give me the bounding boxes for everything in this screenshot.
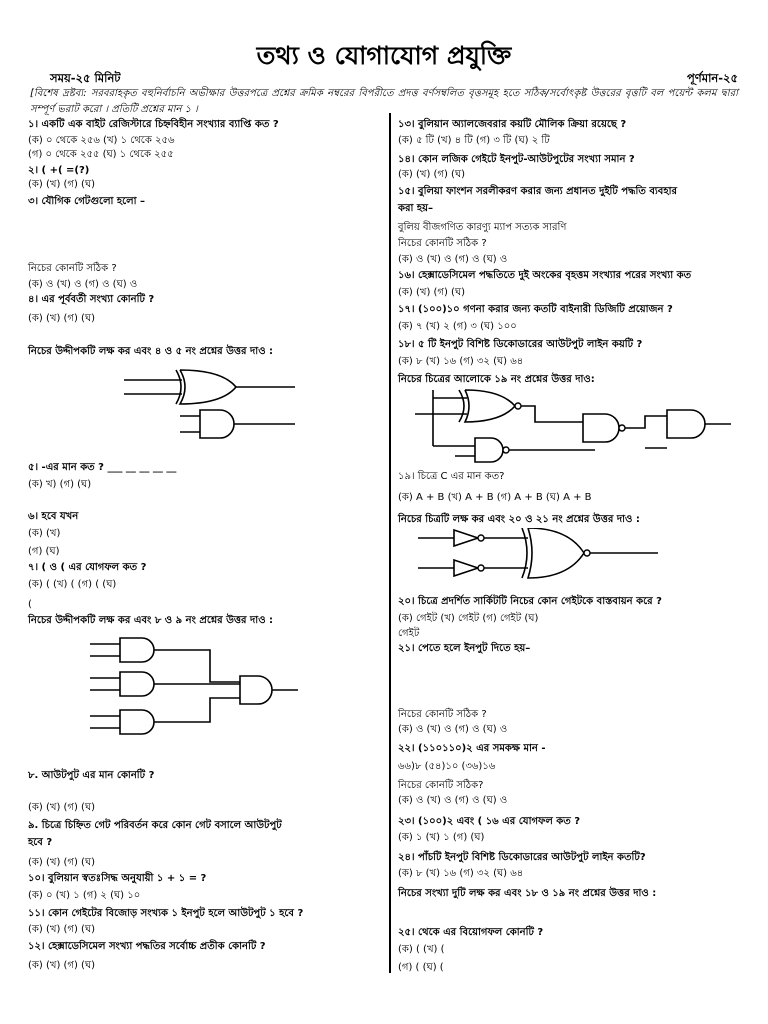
question-line: (ক) (খ) (গ) (ঘ) — [28, 313, 96, 324]
question-line: ১৪। কোন লজিক গেইটে ইনপুট-আউটপুটের সংখ্যা সমান ? — [398, 154, 635, 165]
question-line: ১৮। ৫ টি ইনপুট বিশিষ্ট ডিকোডারের আউটপুট লাইন কয়টি ? — [398, 339, 643, 350]
question-line: (ক) (খ) (গ) (ঘ) — [28, 802, 96, 813]
question-line: নিচের কোনটি সঠিক ? — [398, 238, 487, 249]
question-line: ( — [28, 599, 32, 610]
question-line: (ক) গেইট (খ) গেইট (গ) গেইট (ঘ) — [398, 613, 539, 624]
question-line: নিচের সংখ্যা দুটি লক্ষ কর এবং ১৮ ও ১৯ নং প্রশ্নের উত্তর দাও : — [398, 888, 657, 899]
question-line: (ক) (খ) (গ) (ঘ) — [28, 924, 96, 935]
question-line: বুলিয় বীজগণিত কারণ্যু ম্যাপ সত্যক সারণি — [398, 222, 567, 233]
question-line: (গ) ( (ঘ) ( — [398, 962, 444, 973]
column-divider — [389, 113, 391, 973]
question-line: ৮. আউটপুট এর মান কোনটি ? — [28, 770, 155, 781]
question-line: ২১। পেতে হলে ইনপুট দিতে হয়– — [398, 643, 531, 654]
question-line: ২। ( +( =(?) — [28, 165, 90, 176]
question-line: (গ) (ঘ) — [28, 546, 60, 557]
time-label: সময়-২৫ মিনিট — [50, 71, 121, 85]
question-line: ১৬। হেক্সাডেসিমেল পদ্ধতিতে দুই অংকের বৃহত্তম সংখ্যার পরের সংখ্যা কত — [398, 270, 692, 281]
question-line: নিচের উদ্দীপকটি লক্ষ কর এবং ৪ ও ৫ নং প্রশ্নের উত্তর দাও : — [28, 346, 274, 357]
question-line: নিচের কোনটি সঠিক ? — [398, 709, 487, 720]
question-line: (ক) ও (খ) ও (গ) ও (ঘ) ও — [28, 279, 138, 290]
question-line: ২৫। থেকে এর বিয়োগফল কোনটি ? — [398, 927, 544, 938]
question-line: ১৭। (১০০)১০ গণনা করার জন্য কতটি বাইনারী ডিজিটি প্রয়োজন ? — [398, 304, 673, 315]
question-line: (ক) ১ (খ) ১ (গ) (ঘ) — [398, 832, 485, 843]
instructions: [বিশেষ দ্রষ্টব্য: সরবরাহকৃত বহুনির্বাচনি অভীক্ষার উত্তরপত্রে প্রশ্নের ক্রমিক নম্বরের বিপরীতে প্রদত্ত বর্ণসম্বলিত বৃত্তসমূহ হতে সঠিক/সর্বোৎকৃষ্ট উত্তরের বৃত্তটি বল পয়েন্ট কলম দ্বারা সম্পূর্ণ ভরাট করো । প্রতিটি প্রশ্নের মান ১ । — [30, 88, 738, 115]
circuit-diagram-q20-21 — [418, 528, 663, 582]
question-line: (ক) ও (খ) ও (গ) ও (ঘ) ও — [398, 254, 508, 265]
and-gate-icon — [240, 676, 272, 704]
question-line: ১৫। বুলিয়া ফাংশন সরলীকরণ করার জন্য প্রধানত দুইটি পদ্ধতি ব্যবহার — [398, 186, 678, 197]
question-line: ৬৬)৮ (৫৪)১০ (৩৬)১৬ — [398, 761, 496, 772]
question-line: ১১। কোন গেইটের বিজোড় সংখ্যক ১ ইনপুট হলে আউটপুট ১ হবে ? — [28, 908, 304, 919]
question-line: ১। একটি এক বাইট রেজিস্টারে চিহ্নবিহীন সংখ্যার ব্যাপ্তি কত ? — [28, 119, 279, 130]
circuit-diagram-q19 — [405, 386, 735, 466]
circuit-diagram-q8-9 — [90, 632, 300, 742]
question-line: (ক) (খ) (গ) (ঘ) — [28, 857, 96, 868]
question-line: নিচের উদ্দীপকটি লক্ষ কর এবং ৮ ও ৯ নং প্রশ্নের উত্তর দাও : — [28, 615, 274, 626]
question-line: নিচের কোনটি সঠিক ? — [28, 263, 117, 274]
question-line: (ক) ৭ (খ) ২ (গ) ৩ (ঘ) ১০০ — [398, 321, 517, 332]
question-line: (গ) ০ থেকে ২৫৫ (ঘ) ১ থেকে ২৫৫ — [28, 149, 174, 160]
question-line: ১২। হেক্সাডেসিমেল সংখ্যা পদ্ধতির সর্বোচ্চ প্রতীক কোনটি ? — [28, 941, 266, 952]
question-line: (ক) (খ) (গ) (ঘ) — [28, 960, 96, 971]
question-line: (ক) (খ) — [28, 528, 61, 539]
question-line: ২৪। পাঁচটি ইনপুট বিশিষ্ট ডিকোডারের আউটপুট লাইন কতটি? — [398, 852, 646, 863]
question-line: গেইট — [398, 628, 420, 639]
page-title: তথ্য ও যোগাযোগ প্রযুক্তি — [256, 41, 512, 70]
question-line: (ক) ৮ (খ) ১৬ (গ) ৩২ (ঘ) ৬৪ — [398, 356, 524, 367]
question-line: (ক) ও (খ) ও (গ) ও (ঘ) ও — [398, 795, 508, 806]
question-line: নিচের চিত্রটি লক্ষ কর এবং ২০ ও ২১ নং প্রশ্নের উত্তর দাও : — [398, 514, 640, 525]
question-line: ১৯। চিত্রে C এর মান কত? — [398, 471, 505, 482]
question-line: ৩। যৌগিক গেটগুলো হলো – — [28, 196, 146, 207]
question-line: হবে ? — [28, 837, 53, 848]
question-line: ৫। -এর মান কত ? ___ __ __ __ __ — [28, 462, 177, 473]
question-line: (ক) ৫ টি (খ) ৪ টি (গ) ৩ টি (ঘ) ২ টি — [398, 135, 550, 146]
xor-gate-icon — [176, 370, 236, 404]
question-line: ২৩। (১০০)২ এবং ( ১৬ এর যোগফল কত ? — [398, 816, 581, 827]
question-line: ৭। ( ও ( এর যোগফল কত ? — [28, 562, 147, 573]
circuit-diagram-q4-5 — [120, 362, 310, 452]
question-line: (ক) ০ থেকে ২৫৬ (খ) ১ থেকে ২৫৬ — [28, 135, 175, 146]
marks-label: পূর্ণমান-২৫ — [686, 71, 738, 85]
question-line: ৬। হবে যখন — [28, 511, 79, 522]
question-line: (ক) ৮ (খ) ১৬ (গ) ৩২ (ঘ) ৬৪ — [398, 868, 524, 879]
question-line: ১৩। বুলিয়ান অ্যালজেবরার কয়টি মৌলিক ক্রিয়া রয়েছে ? — [398, 119, 627, 130]
question-line: নিচের কোনটি সঠিক? — [398, 780, 484, 791]
question-line: করা হয়– — [398, 203, 434, 214]
question-line: ২২। (১১০১১০)২ এর সমকক্ষ মান - — [398, 743, 546, 754]
question-line: (ক) খ) (গ) (ঘ) — [28, 479, 92, 490]
and-gate-icon — [200, 410, 234, 438]
question-line: (ক) (খ) (গ) (ঘ) — [398, 169, 466, 180]
question-line: নিচের চিত্রের আলোকে ১৯ নং প্রশ্নের উত্তর দাও: — [398, 374, 595, 385]
question-line: ২০। চিত্রে প্রদর্শিত সার্কিটটি নিচের কোন গেইটকে বাস্তবায়ন করে ? — [398, 596, 662, 607]
question-line: (ক) ( (খ) ( (গ) ( (ঘ) — [28, 579, 117, 590]
question-line: (ক) ০ (খ) ১ (গ) ২ (ঘ) ১০ — [28, 890, 141, 901]
question-line: (ক) A + B (খ) A + B (গ) A + B (ঘ) A + B — [398, 492, 592, 503]
question-line: ১০। বুলিয়ান স্বতঃসিদ্ধ অনুযায়ী ১ + ১ = ? — [28, 873, 207, 884]
question-line: (ক) (খ) (গ) (ঘ) — [398, 287, 466, 298]
question-line: ৪। এর পূর্ববর্তী সংখ্যা কোনটি ? — [28, 294, 155, 305]
question-line: (ক) ও (খ) ও (গ) ও (ঘ) ও — [398, 724, 508, 735]
question-line: (ক) (খ) (গ) (ঘ) — [28, 179, 96, 190]
question-line: ৯. চিত্রে চিহ্নিত গেট পরিবর্তন করে কোন গেট বসালে আউটপুট — [28, 820, 282, 831]
question-line: (ক) ( (খ) ( — [398, 944, 445, 955]
